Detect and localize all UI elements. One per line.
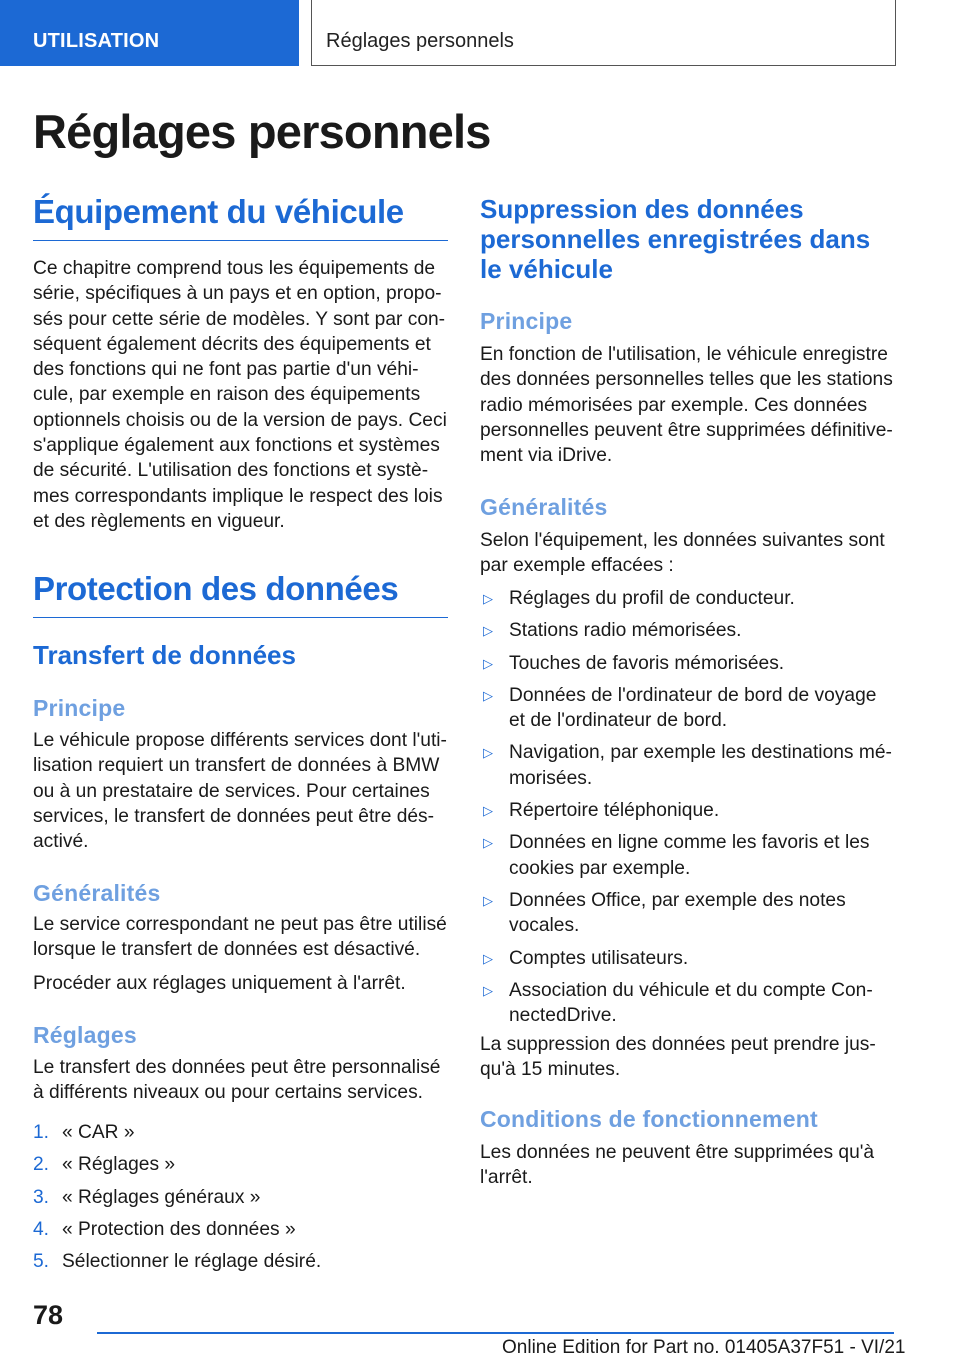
after-bullets-text: La suppression des données peut prendre jusqu'à 15 minutes. <box>480 1034 876 1081</box>
triangle-bullet-icon: ▷ <box>483 835 493 851</box>
list-item <box>480 946 895 971</box>
principe-right-body: En fonction de l'utilisation, le véhicule enregistre des données personnelles telles que les stations radio mémorisées par exemple. Ces données personnelles peuvent être supprimées définitivement via iDrive. <box>480 344 893 467</box>
heading-generalites-left: Généralités <box>33 880 161 906</box>
list-item <box>480 740 895 791</box>
triangle-bullet-icon: ▷ <box>483 803 493 819</box>
steps-list <box>33 1120 448 1281</box>
step-number: 1. <box>33 1122 50 1143</box>
bullet-text: Données de l'ordinateur de bord de voyage et de l'ordinateur de bord. <box>509 684 877 732</box>
chapter-tab[interactable]: Réglages personnels <box>311 0 896 66</box>
page-header <box>0 0 960 66</box>
step-number: 3. <box>33 1186 50 1208</box>
list-item <box>33 1249 448 1274</box>
heading-transfer: Transfert de données <box>33 640 296 670</box>
heading-generalites-right: Généralités <box>480 494 608 520</box>
list-item <box>480 586 895 611</box>
triangle-bullet-icon: ▷ <box>483 982 493 998</box>
list-item <box>480 683 895 734</box>
bullet-text: Réglages du profil de conducteur. <box>509 588 795 609</box>
bullet-text: Association du véhicule et du compte ConnectedDrive. <box>509 979 873 1027</box>
generalites-right-body: Selon l'équipement, les données suivantes sont par exemple effacées : <box>480 530 885 577</box>
equipment-body: Ce chapitre comprend tous les équipements de série, spécifiques à un pays et en option, proposés pour cette série de modèles. Y sont par conséquent également décrits des équipements et des fonctions qui ne font pas partie d'un véhicule, par exemple en raison des équipements optionnels choisis ou de la version de pays. Ceci s'applique également aux fonctions et systèmes de sécurité. L'utilisation des fonctions et systèmes correspondants implique le respect des lois et des règlements en vigueur. <box>33 258 447 532</box>
principe-left-body: Le véhicule propose différents services dont l'utilisation requiert un transfert de données à BMW ou à un prestataire de services. Pour certaines services, le transfert de données peut être désactivé. <box>33 730 447 853</box>
list-item <box>480 618 895 643</box>
reglages-body: Le transfert des données peut être personnalisé à différents niveaux ou pour certains services. <box>33 1057 441 1104</box>
generalites-left-body1: Le service correspondant ne peut pas être utilisé lorsque le transfert de données est désactivé. <box>33 914 447 961</box>
list-item <box>33 1120 448 1145</box>
page-number: 78 <box>33 1300 64 1330</box>
list-item <box>480 651 895 676</box>
bullet-text: Touches de favoris mémorisées. <box>509 652 785 674</box>
list-item <box>480 830 895 881</box>
triangle-bullet-icon: ▷ <box>483 950 493 966</box>
triangle-bullet-icon: ▷ <box>483 745 493 761</box>
triangle-bullet-icon: ▷ <box>483 623 493 639</box>
bullet-text: Comptes utilisateurs. <box>509 947 689 969</box>
list-item <box>480 798 895 823</box>
heading-principe-left: Principe <box>33 695 126 721</box>
step-number: 4. <box>33 1218 50 1240</box>
step-number: 5. <box>33 1251 50 1273</box>
heading-principe-right: Principe <box>480 308 573 334</box>
bullet-text: Navigation, par exemple les destinations mémorisées. <box>509 742 892 789</box>
step-text: « Protection des données » <box>62 1218 296 1240</box>
heading-protection: Protection des données <box>33 570 448 618</box>
triangle-bullet-icon: ▷ <box>483 591 493 606</box>
deleted-data-list <box>480 586 895 1035</box>
page-title: Réglages personnels <box>33 105 491 158</box>
list-item <box>480 978 895 1029</box>
list-item <box>33 1217 448 1242</box>
bullet-text: Répertoire téléphonique. <box>509 800 720 822</box>
heading-equipment: Équipement du véhicule <box>33 193 448 241</box>
heading-reglages: Réglages <box>33 1022 137 1048</box>
step-text: « Réglages » <box>62 1154 176 1176</box>
step-text: « Réglages généraux » <box>62 1186 261 1208</box>
footer-divider <box>97 1332 894 1334</box>
edition-text: Online Edition for Part no. 01405A37F51 - VI/21 <box>502 1337 906 1358</box>
list-item <box>33 1152 448 1177</box>
bullet-text: Stations radio mémorisées. <box>509 620 742 642</box>
triangle-bullet-icon: ▷ <box>483 655 493 671</box>
step-text: « CAR » <box>62 1122 135 1143</box>
step-number: 2. <box>33 1154 50 1176</box>
bullet-text: Données en ligne comme les favoris et les cookies par exemple. <box>509 832 870 879</box>
heading-conditions: Conditions de fonctionnement <box>480 1106 818 1132</box>
generalites-left-body2: Procéder aux réglages uniquement à l'arrêt. <box>33 973 406 994</box>
conditions-body: Les données ne peuvent être supprimées qu'à l'arrêt. <box>480 1142 875 1189</box>
list-item <box>480 888 895 939</box>
bullet-text: Données Office, par exemple des notes vocales. <box>509 889 846 937</box>
triangle-bullet-icon: ▷ <box>483 892 493 908</box>
triangle-bullet-icon: ▷ <box>483 687 493 703</box>
step-text: Sélectionner le réglage désiré. <box>62 1251 322 1273</box>
heading-suppression: Suppression des données personnelles enregistrées dans le véhicule <box>480 194 871 284</box>
list-item <box>33 1185 448 1210</box>
section-tab[interactable]: UTILISATION <box>0 0 299 66</box>
